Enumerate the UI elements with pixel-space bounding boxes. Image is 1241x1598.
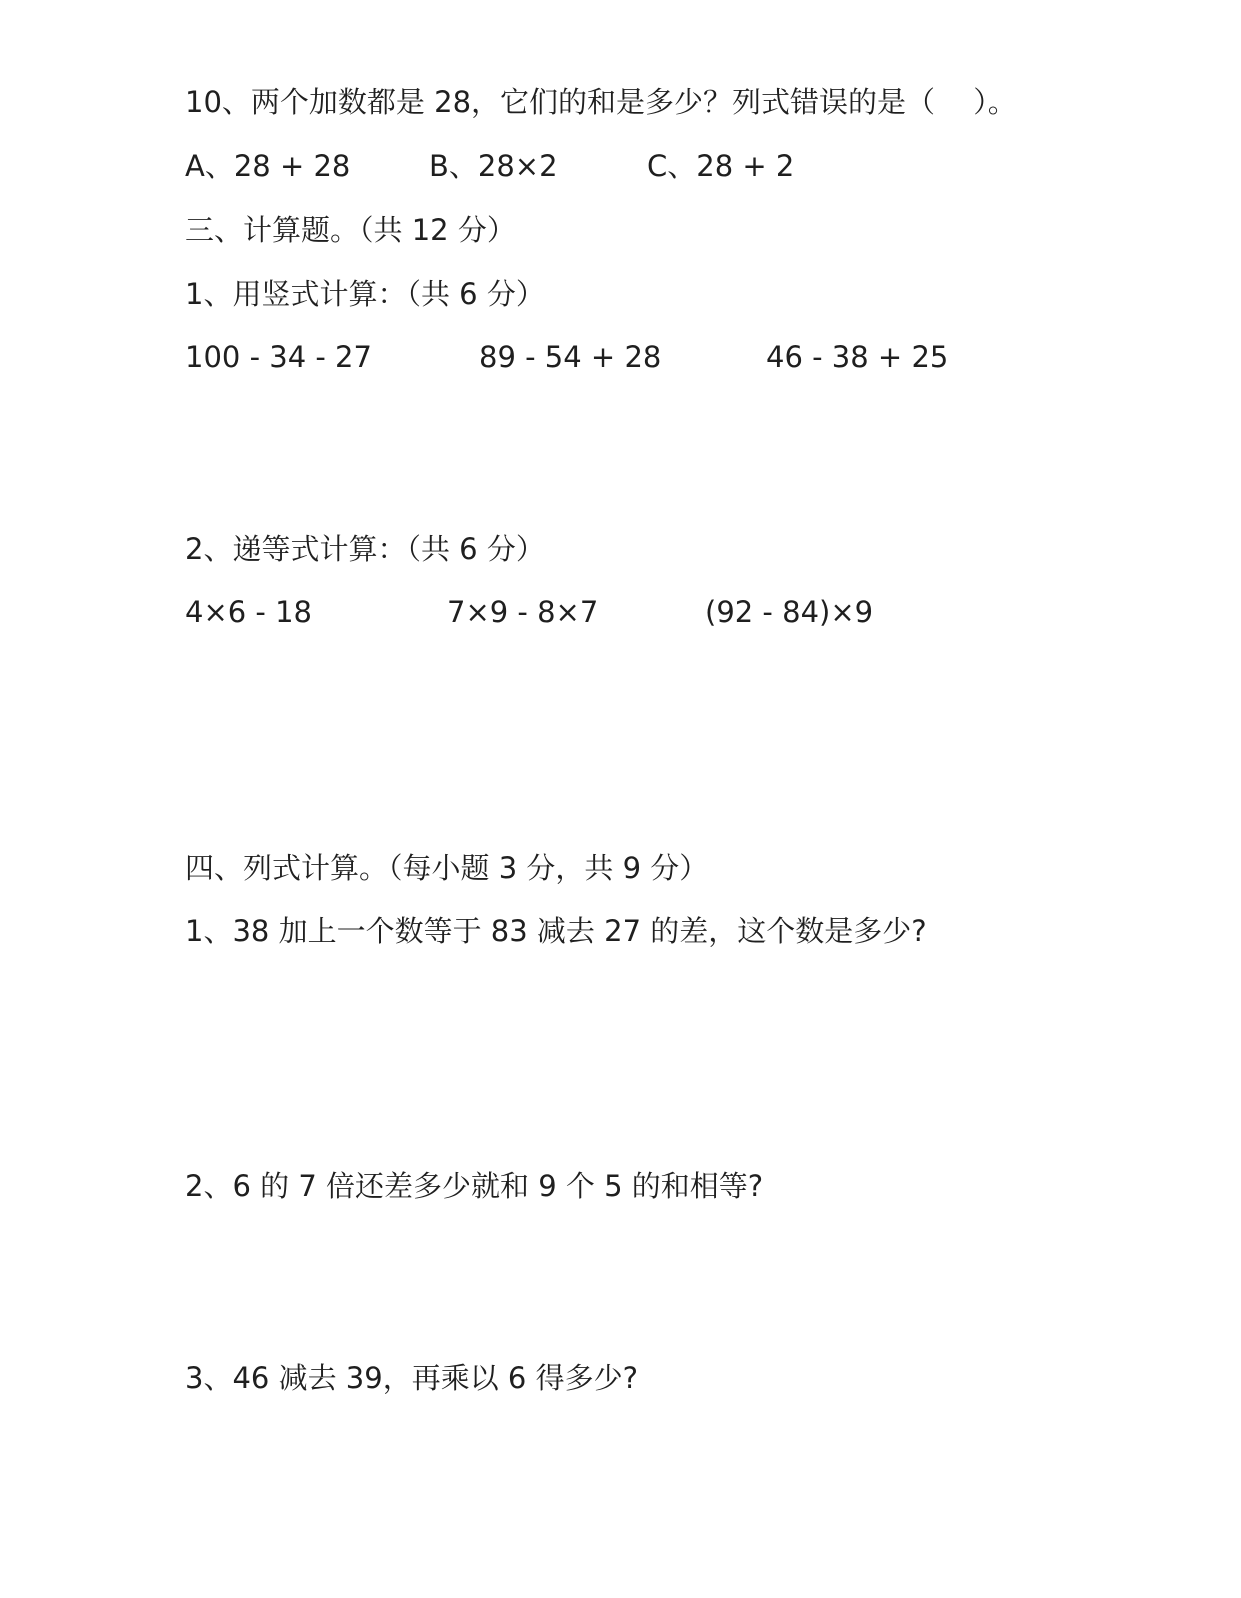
vertical-calc-item-2: 89 - 54 + 28: [479, 340, 662, 374]
section-3-title: 三、计算题。（共 12 分）: [185, 213, 516, 247]
option-a: A、28 + 28: [185, 149, 351, 183]
step-calc-item-2: 7×9 - 8×7: [447, 595, 599, 629]
vertical-calc-title: 1、用竖式计算：（共 6 分）: [185, 277, 545, 311]
option-b: B、28×2: [429, 149, 558, 183]
word-problem-1: 1、38 加上一个数等于 83 减去 27 的差，这个数是多少?: [185, 914, 927, 948]
vertical-calc-item-1: 100 - 34 - 27: [185, 340, 372, 374]
word-problem-2: 2、6 的 7 倍还差多少就和 9 个 5 的和相等?: [185, 1169, 764, 1203]
vertical-calc-item-3: 46 - 38 + 25: [766, 340, 949, 374]
word-problem-3: 3、46 减去 39，再乘以 6 得多少?: [185, 1361, 638, 1395]
section-4-title: 四、列式计算。（每小题 3 分，共 9 分）: [185, 851, 709, 885]
option-c: C、28 + 2: [647, 149, 795, 183]
step-calc-item-1: 4×6 - 18: [185, 595, 313, 629]
step-calc-title: 2、递等式计算：（共 6 分）: [185, 532, 545, 566]
step-calc-item-3: (92 - 84)×9: [705, 595, 874, 629]
question-10: 10、两个加数都是 28，它们的和是多少？列式错误的是（ ）。: [185, 85, 1017, 119]
